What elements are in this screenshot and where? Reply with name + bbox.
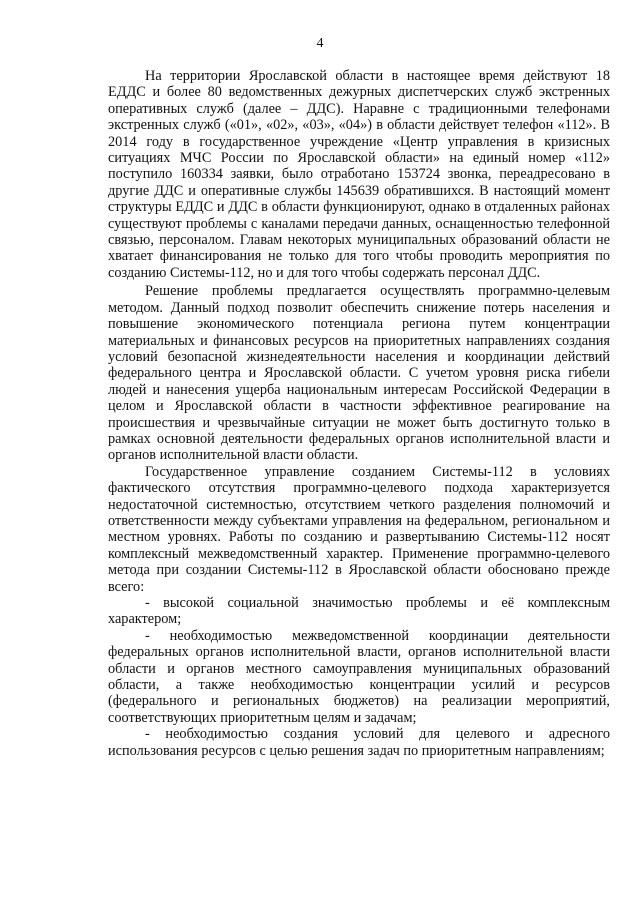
paragraph-program-method: Решение проблемы предлагается осуществлять программно-целевым методом. Данный подход позволит обеспечить снижение потерь населения и повышение экономического потенциала региона путем концентрации материальных и финансовых ресурсов на приоритетных направлениях создания условий безопасной жизнедеятельности населения и координации действий федерального центра и Ярославской области. С учетом уровня риска гибели людей и нанесения ущерба национальным интересам Российской Федерации в целом и Ярославской области в частности эффективное реагирование на происшествия и чрезвычайные ситуации не может быть достигнуто только в рамках основной деятельности федеральных органов исполнительной власти и органов исполнительной власти области.: [108, 283, 610, 464]
list-item-interagency-coordination: - необходимостью межведомственной координации деятельности федеральных органов исполнительной власти, органов исполнительной власти области и органов местного самоуправления муниципальных образований области, а также необходимостью концентрации усилий и ресурсов (федерального и региональных бюджетов) на реализации мероприятий, соответствующих приоритетным целям и задачам;: [108, 627, 610, 726]
list-item-targeted-resources: - необходимостью создания условий для целевого и адресного использования ресурсов с целью решения задач по приоритетным направлениям;: [108, 726, 610, 759]
paragraph-state-management: Государственное управление созданием Системы-112 в условиях фактического отсутствия программно-целевого подхода характеризуется недостаточной системностью, отсутствием четкого разделения полномочий и ответственности между субъектами управления на федеральном, региональном и местном уровнях. Работы по созданию и развертыванию Системы-112 носят комплексный межведомственный характер. Применение программно-целевого метода при создании Системы-112 в Ярославской области обосновано прежде всего:: [108, 463, 610, 595]
page-number: 4: [316, 36, 324, 51]
paragraph-telephone-services: На территории Ярославской области в настоящее время действуют 18 ЕДДС и более 80 ведомственных дежурных диспетчерских служб экстренных оперативных служб (далее – ДДС). Наравне с традиционными телефонами экстренных служб («01», «02», «03», «04») в области действует телефон «112». В 2014 году в государственное учреждение «Центр управления в кризисных ситуациях МЧС России по Ярославской области» на единый номер «112» поступило 160334 заявки, было отработано 153724 звонка, переадресовано в другие ДДС и оперативные службы 145639 обратившихся. В настоящий момент структуры ЕДДС и ДДС в области функционируют, однако в отдаленных районах существуют проблемы с каналами передачи данных, оснащенностью телефонной связью, персоналом. Главам некоторых муниципальных образований области не хватает финансирования не только для того чтобы проводить мероприятия по созданию Системы-112, но и для того чтобы содержать персонал ДДС.: [108, 68, 610, 281]
list-item-social-significance: - высокой социальной значимостью проблемы и её комплексным характером;: [108, 595, 610, 628]
document-body: [108, 68, 610, 759]
